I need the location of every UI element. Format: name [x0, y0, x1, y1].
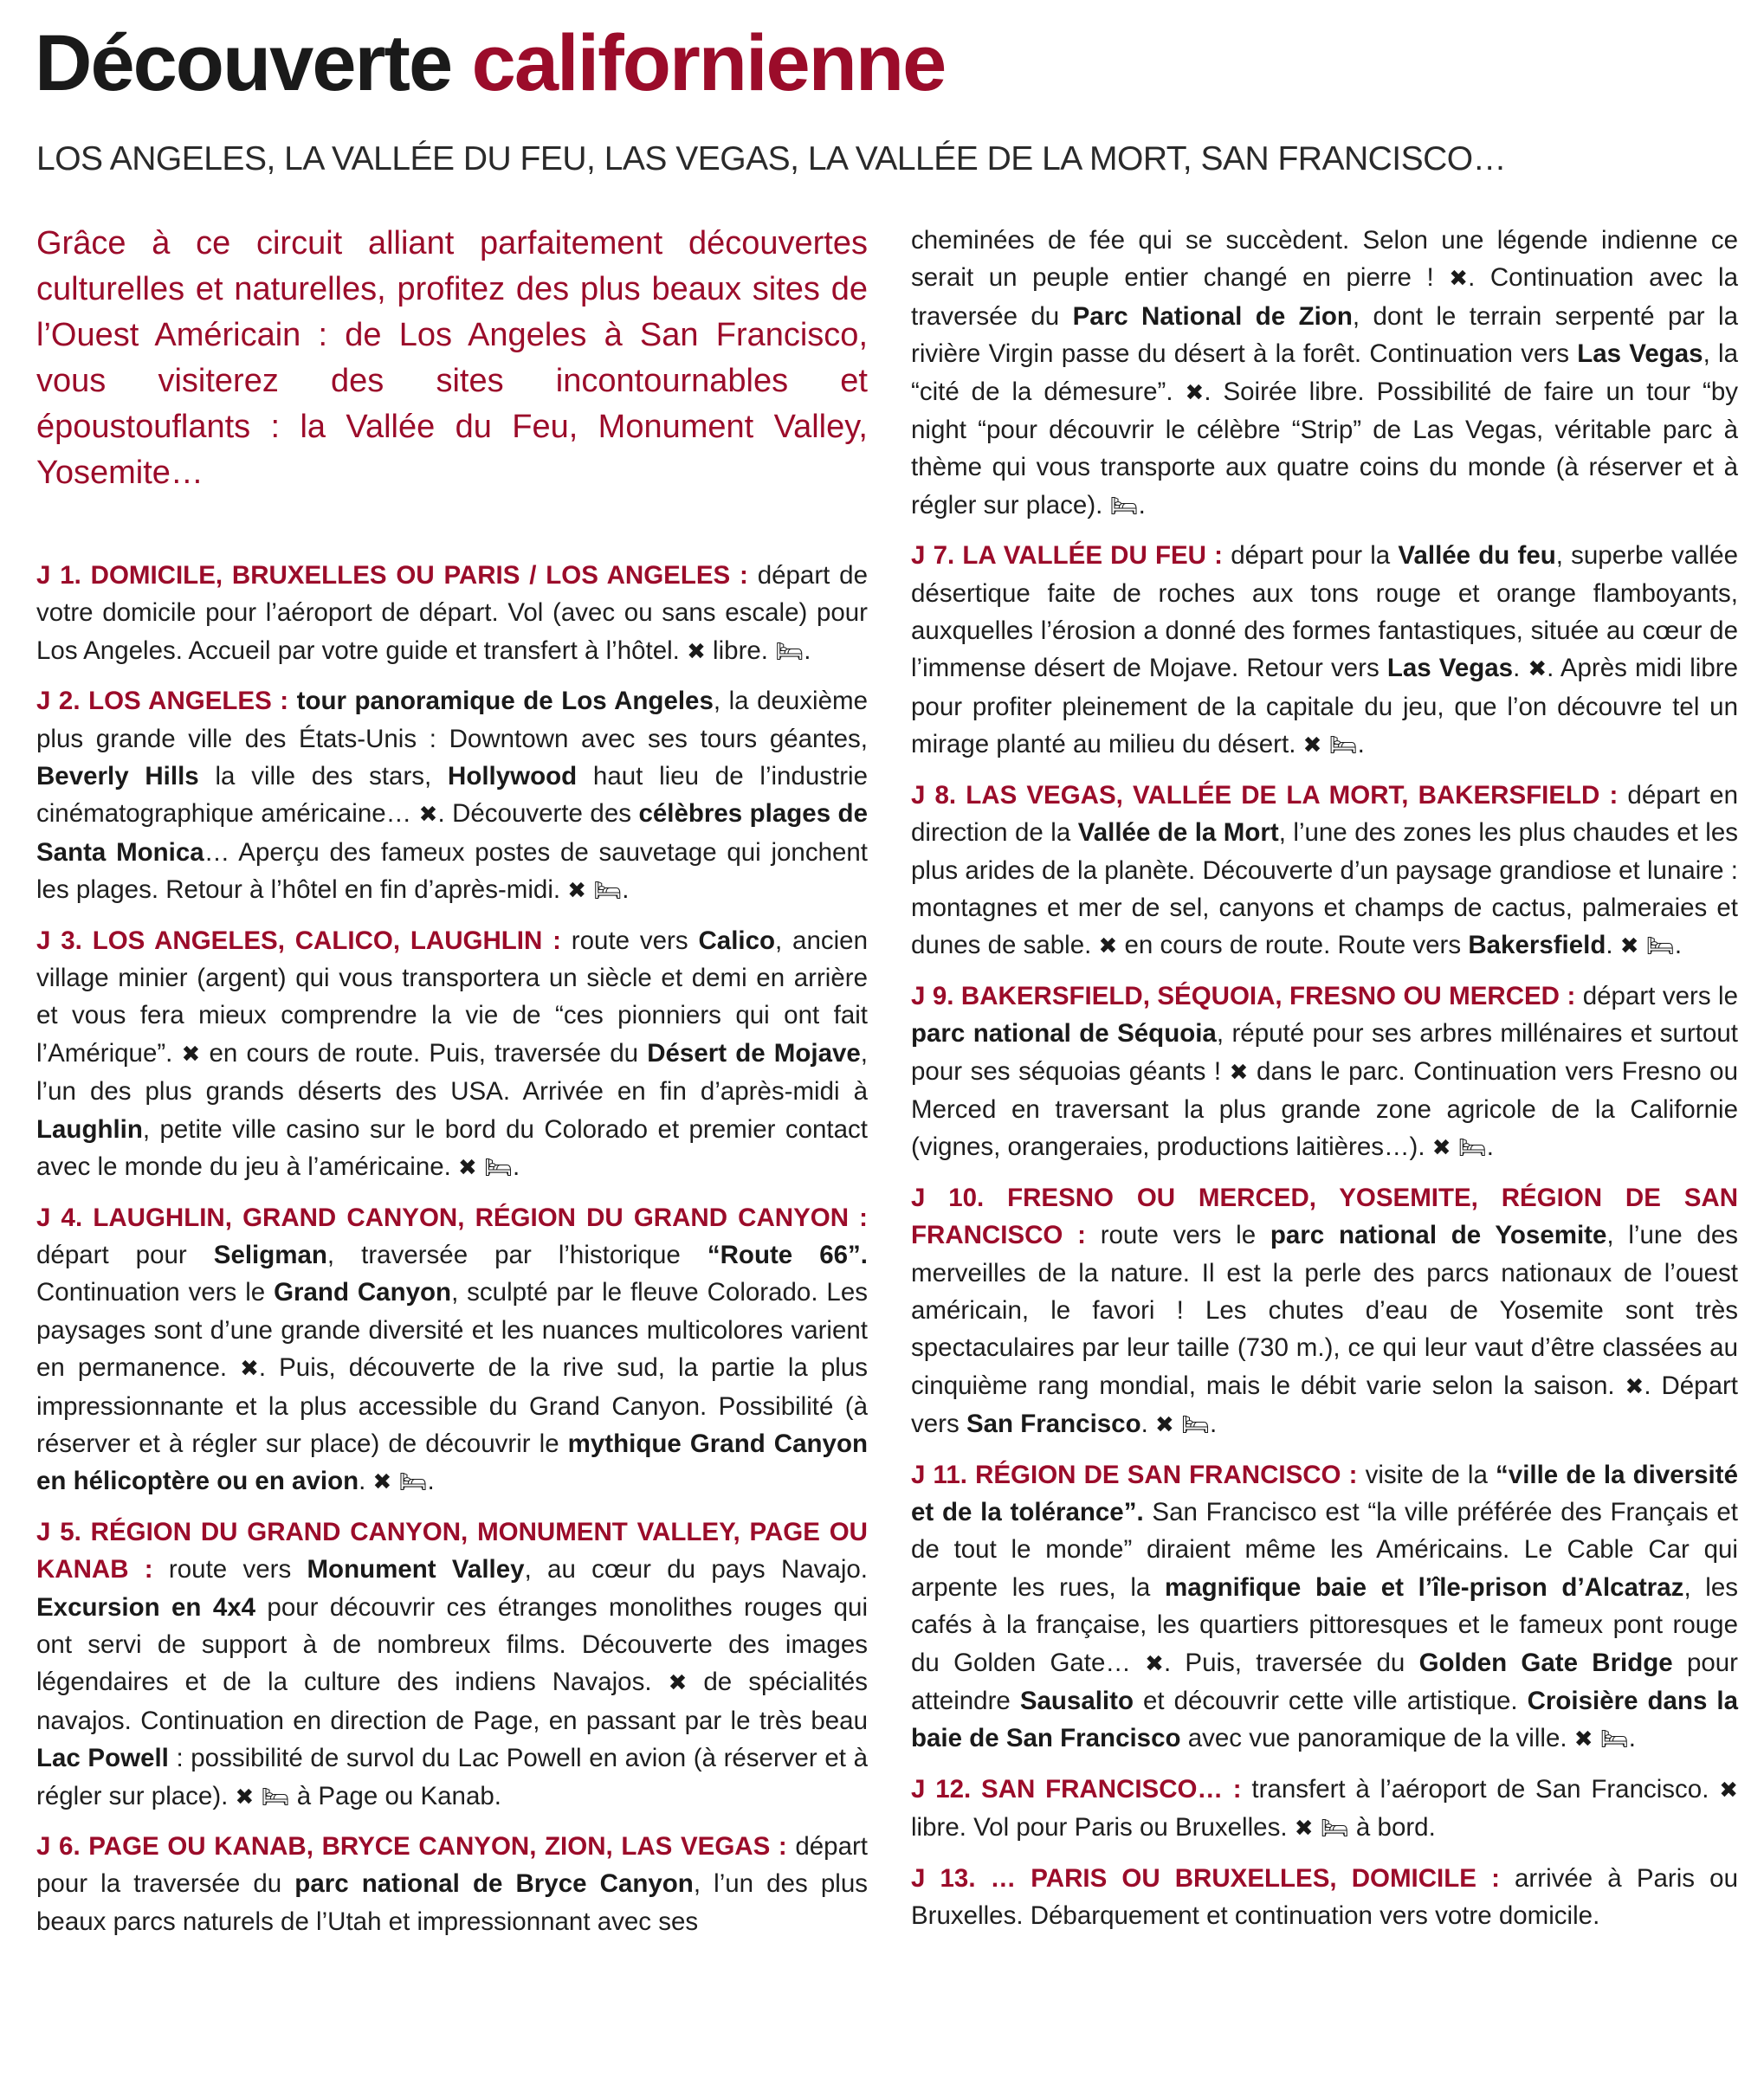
bed-icon: 🛏	[1328, 732, 1358, 758]
highlight-text: magnifique baie et l’île-prison d’Alcatraz	[1165, 1572, 1684, 1602]
body-text: , traversée par l’historique	[326, 1240, 708, 1269]
body-text: .	[1138, 490, 1146, 520]
body-text: la ville des stars,	[198, 762, 449, 791]
highlight-text: Parc National de Zion	[1072, 301, 1353, 331]
bed-icon: 🛏	[1181, 1411, 1211, 1438]
body-text: .	[1513, 654, 1528, 683]
day-entry	[911, 777, 1738, 965]
right-column	[911, 222, 1738, 1946]
highlight-text: Excursion en 4x4	[36, 1592, 256, 1622]
body-text: . Soirée libre. Possibilité de faire un tour “by night “pour découvrir le célèbre “Strip” de Las Vegas, véritable parc à thème qui vous transporte aux quatre coins du monde (à réserver et à régler sur place).	[911, 377, 1738, 520]
highlight-text: San Francisco	[966, 1410, 1141, 1439]
body-text: haut lieu de l’industrie cinématographique américaine…	[36, 762, 869, 829]
highlight-text: Las Vegas	[1577, 339, 1703, 369]
day-list-left	[36, 557, 868, 1940]
day-entry	[911, 1456, 1738, 1759]
meal-icon: ✖	[1528, 655, 1548, 682]
body-text	[1174, 1410, 1181, 1438]
day-heading: J 12. SAN FRANCISCO… :	[911, 1774, 1242, 1804]
body-text: .	[622, 875, 630, 905]
meal-icon: ✖	[1229, 1058, 1249, 1085]
meal-icon: ✖	[668, 1669, 688, 1696]
highlight-text: Seligman	[213, 1240, 327, 1269]
body-text: cheminées de fée qui se succèdent. Selon une légende indienne ce serait un peuple entier changé en pierre !	[911, 226, 1738, 293]
highlight-text: Vallée de la Mort	[1077, 818, 1279, 848]
highlight-text: Sausalito	[1019, 1687, 1134, 1716]
day-continuation	[911, 222, 1738, 525]
day-heading: J 2. LOS ANGELES :	[36, 687, 289, 716]
body-text: avec vue panoramique de la ville.	[1180, 1724, 1574, 1753]
body-text: .	[513, 1152, 520, 1182]
body-text: et découvrir cette ville artistique.	[1133, 1687, 1528, 1716]
meal-icon: ✖	[372, 1468, 392, 1495]
body-text	[1639, 931, 1646, 959]
meal-icon: ✖	[1185, 378, 1205, 405]
body-text: , superbe vallée désertique faite de roches aux tons rouge et orange flamboyants, auxquelles l’érosion a donné des formes fantastiques, située au cœur de l’immense désert de Mojave. Retour vers	[911, 541, 1739, 683]
highlight-text: Vallée du feu	[1398, 541, 1556, 571]
body-text: départ pour la	[1223, 541, 1399, 571]
meal-icon: ✖	[1302, 732, 1322, 758]
bed-icon: 🛏	[775, 637, 804, 664]
body-text: . Après midi libre pour profiter pleinement de la capitale du jeu, que l’on découvre tel un mirage planté au milieu du désert.	[911, 654, 1738, 759]
body-text: . Puis, traversée du	[1163, 1648, 1419, 1677]
meal-icon: ✖	[1619, 933, 1639, 959]
body-text: départ pour la traversée du	[36, 1832, 868, 1899]
body-text: transfert à l’aéroport de San Francisco.	[1241, 1774, 1720, 1804]
body-text: , la deuxième plus grande ville des États-Unis : Downtown avec ses tours géantes,	[36, 687, 868, 753]
intro-text: Grâce à ce circuit alliant parfaitement découvertes culturelles et naturelles, profitez des plus beaux sites de l’Ouest Américain : de Los Angeles à San Francisco, vous visiterez des sites incontournables et époustouflants : la Vallée du Feu, Monument Valley, Yosemite…	[36, 225, 868, 491]
body-text: .	[1606, 931, 1620, 960]
meal-icon: ✖	[181, 1040, 201, 1067]
meal-icon: ✖	[1145, 1649, 1164, 1676]
body-text: , petite ville casino sur le bord du Colorado et premier contact avec le monde du jeu à l’américaine.	[36, 1114, 868, 1182]
body-text: départ de votre domicile pour l’aéroport de départ. Vol (avec ou sans escale) pour Los Angeles. Accueil par votre guide et transfert à l’hôtel.	[36, 561, 868, 665]
body-text: , la “cité de la démesure”.	[911, 339, 1738, 406]
highlight-text: Las Vegas	[1386, 654, 1514, 683]
bed-icon: 🛏	[398, 1468, 428, 1495]
body-text: , réputé pour ses arbres millénaires et surtout pour ses séquoias géants !	[911, 1019, 1738, 1086]
body-text: , l’une des zones les plus chaudes et les plus arides de la planète. Découverte d’un paysage grandiose et lunaire : montagnes et mer de sel, canyons et champs de cactus, palmeraies et dunes de sable.	[911, 818, 1738, 960]
meal-icon: ✖	[1573, 1726, 1593, 1752]
body-text: . Puis, découverte de la rive sud, la partie la plus impressionnante et la plus accessible du Grand Canyon. Possibilité (à réserver et à régler sur place) de découvrir le	[36, 1353, 868, 1458]
day-heading: J 10. FRESNO OU MERCED, YOSEMITE, RÉGION DE SAN FRANCISCO :	[911, 1183, 1738, 1250]
meal-icon: ✖	[1098, 933, 1118, 959]
body-text: en cours de route. Route vers	[1117, 931, 1469, 960]
body-text: , ancien village minier (argent) qui vous transportera un siècle et demi en arrière et vous fera mieux comprendre la vie de “ces pionniers qui ont fait l’Amérique”.	[36, 926, 868, 1068]
body-text: , l’un des plus beaux parcs naturels de l’Utah et impressionnant avec ses	[36, 1869, 868, 1936]
title-part-2: californienne	[471, 19, 946, 107]
day-heading: J 13. … PARIS OU BRUXELLES, DOMICILE :	[911, 1863, 1500, 1893]
body-text: départ vers le	[1575, 981, 1738, 1010]
day-entry	[911, 978, 1738, 1167]
day-heading: J 8. LAS VEGAS, VALLÉE DE LA MORT, BAKERSFIELD :	[911, 780, 1619, 810]
bed-icon: 🛏	[1599, 1726, 1629, 1752]
body-text: visite de la	[1357, 1460, 1496, 1489]
body-text: , l’un des plus grands déserts des USA. Arrivée en fin d’après-midi à	[36, 1038, 868, 1107]
subtitle: LOS ANGELES, LA VALLÉE DU FEU, LAS VEGAS, LA VALLÉE DE LA MORT, SAN FRANCISCO…	[36, 140, 1507, 177]
highlight-text: Désert de Mojave	[647, 1038, 861, 1068]
body-text: pour atteindre	[911, 1648, 1739, 1716]
meal-icon: ✖	[1449, 265, 1469, 292]
bed-icon: 🛏	[261, 1783, 290, 1810]
body-text	[1593, 1724, 1600, 1752]
day-heading: J 9. BAKERSFIELD, SÉQUOIA, FRESNO OU MERCED :	[911, 981, 1576, 1010]
body-text: … Aperçu des fameux postes de sauvetage qui jonchent les plages. Retour à l’hôtel en fin d’après-midi.	[36, 837, 868, 905]
body-text: libre. Vol pour Paris ou Bruxelles.	[911, 1813, 1295, 1842]
left-column	[36, 221, 868, 1952]
body-text: départ en direction de la	[911, 780, 1738, 848]
highlight-text: mythique Grand Canyon en hélicoptère ou en avion	[36, 1429, 868, 1496]
bed-icon: 🛏	[593, 877, 623, 904]
meal-icon: ✖	[687, 637, 706, 664]
day-entry	[911, 1179, 1738, 1444]
day-heading: J 7. LA VALLÉE DU FEU :	[911, 541, 1223, 571]
meal-icon: ✖	[1719, 1776, 1738, 1803]
body-text: .	[1357, 730, 1365, 759]
day-entry	[36, 1828, 868, 1940]
body-text: dans le parc. Continuation vers Fresno ou Merced en traversant la plus grande zone agricole de la Californie (vignes, orangeraies, productions laitières…).	[911, 1056, 1738, 1162]
body-text: .	[1628, 1724, 1636, 1753]
body-text: San Francisco est “la ville préférée des Français et de tout le monde” diraient même les Américains. Le Cable Car qui arpente les rues, la	[911, 1498, 1739, 1602]
bed-icon: 🛏	[1109, 492, 1139, 519]
meal-icon: ✖	[240, 1355, 259, 1382]
day-entry	[911, 537, 1738, 764]
highlight-text: “Route 66”.	[707, 1240, 868, 1269]
highlight-text: célèbres plages de Santa Monica	[36, 799, 868, 867]
day-heading: J 6. PAGE OU KANAB, BRYCE CANYON, ZION, LAS VEGAS :	[36, 1832, 787, 1861]
body-text: de spécialités navajos. Continuation en direction de Page, en passant par le très beau	[36, 1668, 868, 1735]
day-heading: J 4. LAUGHLIN, GRAND CANYON, RÉGION DU GRAND CANYON :	[36, 1203, 868, 1232]
body-text: , au cœur du pays Navajo.	[524, 1555, 868, 1584]
body-text	[1314, 1813, 1321, 1842]
day-heading: J 3. LOS ANGELES, CALICO, LAUGHLIN :	[36, 926, 561, 955]
highlight-text: parc national de Bryce Canyon	[294, 1869, 694, 1899]
meal-icon: ✖	[1625, 1372, 1644, 1399]
body-text	[1451, 1133, 1458, 1161]
bed-icon: 🛏	[1457, 1134, 1487, 1161]
highlight-text: “ville de la diversité et de la tolérance”.	[911, 1460, 1738, 1526]
day-list-right	[911, 222, 1738, 1934]
meal-icon: ✖	[1431, 1134, 1451, 1161]
body-text: .	[1140, 1410, 1156, 1439]
title-part-1: Découverte	[35, 19, 472, 107]
body-text: . Découverte des	[437, 799, 639, 829]
body-text: .	[427, 1467, 435, 1496]
body-text: .	[1486, 1133, 1494, 1162]
body-text: , sculpté par le fleuve Colorado. Les paysages sont d’une grande diversité et les nuances multicolores varient en permanence.	[36, 1278, 868, 1383]
body-text: à bord.	[1348, 1813, 1436, 1842]
body-text	[1321, 730, 1328, 758]
body-text: arrivée à Paris ou Bruxelles. Débarquement et continuation vers votre domicile.	[911, 1863, 1738, 1931]
day-entry	[911, 1860, 1738, 1935]
bed-icon: 🛏	[1645, 933, 1675, 959]
body-text	[477, 1152, 484, 1181]
body-text	[391, 1467, 398, 1495]
body-text: .	[1210, 1410, 1218, 1439]
highlight-text: Golden Gate Bridge	[1418, 1648, 1673, 1677]
meal-icon: ✖	[1155, 1411, 1174, 1438]
highlight-text: Hollywood	[448, 762, 578, 791]
day-entry	[36, 922, 868, 1187]
body-text: , dont le terrain serpenté par la rivière Virgin passe du désert à la forêt. Continuation vers	[911, 301, 1738, 369]
body-text: à Page ou Kanab.	[289, 1781, 501, 1810]
body-text: en cours de route. Puis, traversée du	[200, 1038, 648, 1068]
highlight-text: Laughlin	[36, 1114, 143, 1144]
day-entry	[911, 1771, 1738, 1848]
body-text: route vers	[152, 1555, 307, 1584]
bed-icon: 🛏	[1320, 1815, 1349, 1842]
highlight-text: Lac Powell	[36, 1744, 169, 1773]
body-text: . Continuation avec la traversée du	[911, 263, 1738, 331]
highlight-text: Bakersfield	[1468, 931, 1606, 960]
body-text: Continuation vers le	[36, 1278, 275, 1307]
body-text: route vers le	[1085, 1221, 1270, 1250]
body-text: . Départ vers	[911, 1371, 1738, 1439]
highlight-text: Grand Canyon	[274, 1278, 452, 1307]
meal-icon: ✖	[418, 801, 438, 828]
highlight-text: Beverly Hills	[36, 762, 199, 791]
page-title	[35, 16, 945, 111]
day-entry	[36, 682, 868, 909]
body-text: , les cafés à la française, les quartiers pittoresques et le fameux pont rouge du Golden Gate…	[911, 1572, 1739, 1677]
meal-icon: ✖	[235, 1783, 255, 1810]
highlight-text: parc national de Yosemite	[1270, 1221, 1607, 1250]
highlight-text: Monument Valley	[307, 1555, 525, 1584]
day-entry	[36, 557, 868, 670]
body-text: .	[804, 636, 811, 665]
body-text: , l’une des merveilles de la nature. Il est la perle des parcs nationaux de l’ouest américain, le favori ! Les chutes d’eau de Yosemite sont très spectaculaires par leur taille (730 m.), ce qui leur vaut d’être classées au cinquième rang mondial, mais le débit varie selon la saison.	[911, 1221, 1738, 1400]
highlight-text: parc national de Séquoia	[911, 1019, 1217, 1049]
meal-icon: ✖	[567, 877, 587, 904]
bed-icon: 🛏	[484, 1154, 514, 1181]
body-text: .	[1674, 931, 1683, 960]
body-text	[254, 1782, 261, 1810]
meal-icon: ✖	[1294, 1815, 1314, 1842]
body-text: pour découvrir ces étranges monolithes rouges qui ont servi de support à de nombreux films. Découverte des images légendaires et de la culture des indiens Navajos.	[36, 1592, 869, 1697]
body-text: .	[359, 1467, 373, 1496]
body-text: route vers	[560, 926, 699, 955]
day-heading: J 1. DOMICILE, BRUXELLES OU PARIS / LOS ANGELES :	[36, 561, 748, 590]
highlight-text: Croisière dans la baie de San Francisco	[911, 1687, 1738, 1753]
highlight-text: tour panoramique de Los Angeles	[288, 687, 714, 716]
meal-icon: ✖	[458, 1154, 477, 1181]
day-entry	[36, 1199, 868, 1501]
highlight-text: Calico	[698, 926, 776, 955]
body-text: libre.	[705, 636, 776, 665]
day-entry	[36, 1513, 868, 1816]
day-heading: J 5. RÉGION DU GRAND CANYON, MONUMENT VALLEY, PAGE OU KANAB :	[36, 1517, 868, 1584]
body-text: : possibilité de survol du Lac Powell en avion (à réserver et à régler sur place).	[36, 1744, 868, 1810]
day-heading: J 11. RÉGION DE SAN FRANCISCO :	[911, 1460, 1358, 1489]
body-text: départ pour	[36, 1240, 214, 1269]
